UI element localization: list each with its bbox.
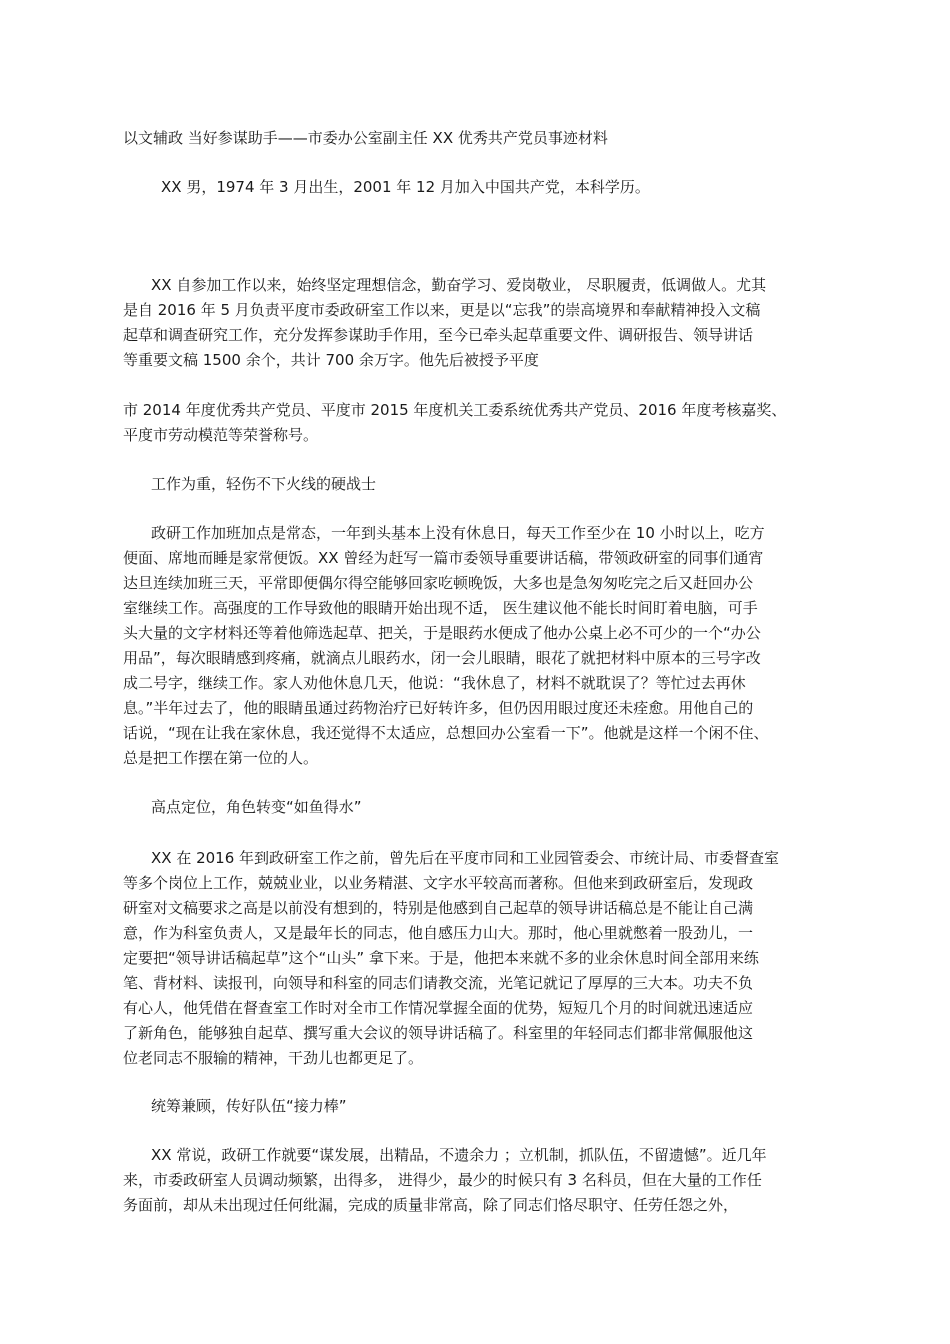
- text-line: 头大量的文字材料还等着他筛选起草、把关，于是眼药水便成了他办公桌上必不可少的一个“办公: [123, 624, 761, 642]
- heading-text: 高点定位，角色转变“如鱼得水”: [151, 798, 362, 816]
- text-line: 等多个岗位上工作，兢兢业业，以业务精湛、文字水平较高而著称。但他来到政研室后，发现政: [123, 874, 754, 892]
- text-line: 有心人，他凭借在督查室工作时对全市工作情况掌握全面的优势，短短几个月的时间就迅速适应: [123, 999, 754, 1017]
- heading-text: 工作为重，轻伤不下火线的硬战士: [151, 475, 377, 493]
- document-title: [123, 126, 828, 151]
- text-line: 来，市委政研室人员调动频繁，出得多， 进得少，最少的时候只有 3 名科员，但在大量的工作任: [123, 1171, 762, 1189]
- text-line: 位老同志不服输的精神，干劲儿也都更足了。: [123, 1049, 424, 1067]
- text-line: 意，作为科室负责人，又是最年长的同志，他自感压力山大。那时，他心里就憋着一股劲儿，一: [123, 924, 754, 942]
- text-line: 便面、席地而睡是家常便饭。XX 曾经为赶写一篇市委领导重要讲话稿，带领政研室的同事们通宵: [123, 549, 764, 567]
- text-line: 等重要文稿 1500 余个，共计 700 余万字。他先后被授予平度: [123, 351, 539, 369]
- text-line: 是自 2016 年 5 月负责平度市委政研室工作以来，更是以“忘我”的崇高境界和奉献精神投入文稿: [123, 301, 761, 319]
- intro-paragraph: [123, 175, 828, 200]
- text-line: 达旦连续加班三天，平常即便偶尔得空能够回家吃顿晚饭，大多也是急匆匆吃完之后又赶回办公: [123, 574, 754, 592]
- text-line: 话说，“现在让我在家休息，我还觉得不太适应，总想回办公室看一下”。他就是这样一个闲不住、: [123, 724, 769, 742]
- intro-text: XX 男，1974 年 3 月出生，2001 年 12 月加入中国共产党，本科学历。: [161, 178, 650, 196]
- text-line: XX 在 2016 年到政研室工作之前，曾先后在平度市同和工业园管委会、市统计局、市委督查室: [151, 849, 780, 867]
- text-line: XX 自参加工作以来，始终坚定理想信念，勤奋学习、爱岗敬业， 尽职履责，低调做人。尤其: [151, 276, 767, 294]
- text-line: 定要把“领导讲话稿起草”这个“山头” 拿下来。于是，他把本来就不多的业余休息时间全部用来练: [123, 949, 759, 967]
- text-line: 成二号字，继续工作。家人劝他休息几天，他说：“我休息了，材料不就耽误了？等忙过去再休: [123, 674, 746, 692]
- text-line: 室继续工作。高强度的工作导致他的眼睛开始出现不适， 医生建议他不能长时间盯着电脑，可手: [123, 599, 758, 617]
- text-line: 用品”，每次眼睛感到疼痛，就滴点儿眼药水，闭一会儿眼睛，眼花了就把材料中原本的三号字改: [123, 649, 761, 667]
- text-line: 平度市劳动模范等荣誉称号。: [123, 426, 319, 444]
- section-heading-2: [123, 795, 828, 820]
- heading-text: 统筹兼顾，传好队伍“接力棒”: [151, 1097, 347, 1115]
- section-heading-1: [123, 472, 828, 497]
- section-heading-3: [123, 1094, 828, 1119]
- text-line: 起草和调查研究工作，充分发挥参谋助手作用，至今已牵头起草重要文件、调研报告、领导讲话: [123, 326, 754, 344]
- text-line: 研室对文稿要求之高是以前没有想到的，特别是他感到自己起草的领导讲话稿总是不能让自己满: [123, 899, 754, 917]
- text-line: 务面前，却从未出现过任何纰漏，完成的质量非常高，除了同志们恪尽职守、任劳任怨之外，: [123, 1196, 739, 1214]
- paragraph-1: [123, 273, 828, 373]
- text-line: 了新角色，能够独自起草、撰写重大会议的领导讲话稿了。科室里的年轻同志们都非常佩服他这: [123, 1024, 754, 1042]
- text-line: 市 2014 年度优秀共产党员、平度市 2015 年度机关工委系统优秀共产党员、2016 年度考核嘉奖、: [123, 401, 787, 419]
- paragraph-5: [123, 1143, 828, 1218]
- text-line: 笔、背材料、读报刊，向领导和科室的同志们请教交流，光笔记就记了厚厚的三大本。功夫不负: [123, 974, 754, 992]
- paragraph-4: [123, 846, 828, 1071]
- paragraph-2: [123, 398, 828, 448]
- text-line: 息。”半年过去了，他的眼睛虽通过药物治疗已好转许多，但仍因用眼过度还未痊愈。用他自己的: [123, 699, 754, 717]
- paragraph-3: [123, 521, 828, 771]
- title-text: 以文辅政 当好参谋助手——市委办公室副主任 XX 优秀共产党员事迹材料: [123, 129, 608, 147]
- text-line: 总是把工作摆在第一位的人。: [123, 749, 319, 767]
- text-line: XX 常说，政研工作就要“谋发展，出精品，不遗余力 ；立机制，抓队伍，不留遗憾”。近几年: [151, 1146, 767, 1164]
- text-line: 政研工作加班加点是常态，一年到头基本上没有休息日，每天工作至少在 10 小时以上，吃方: [151, 524, 765, 542]
